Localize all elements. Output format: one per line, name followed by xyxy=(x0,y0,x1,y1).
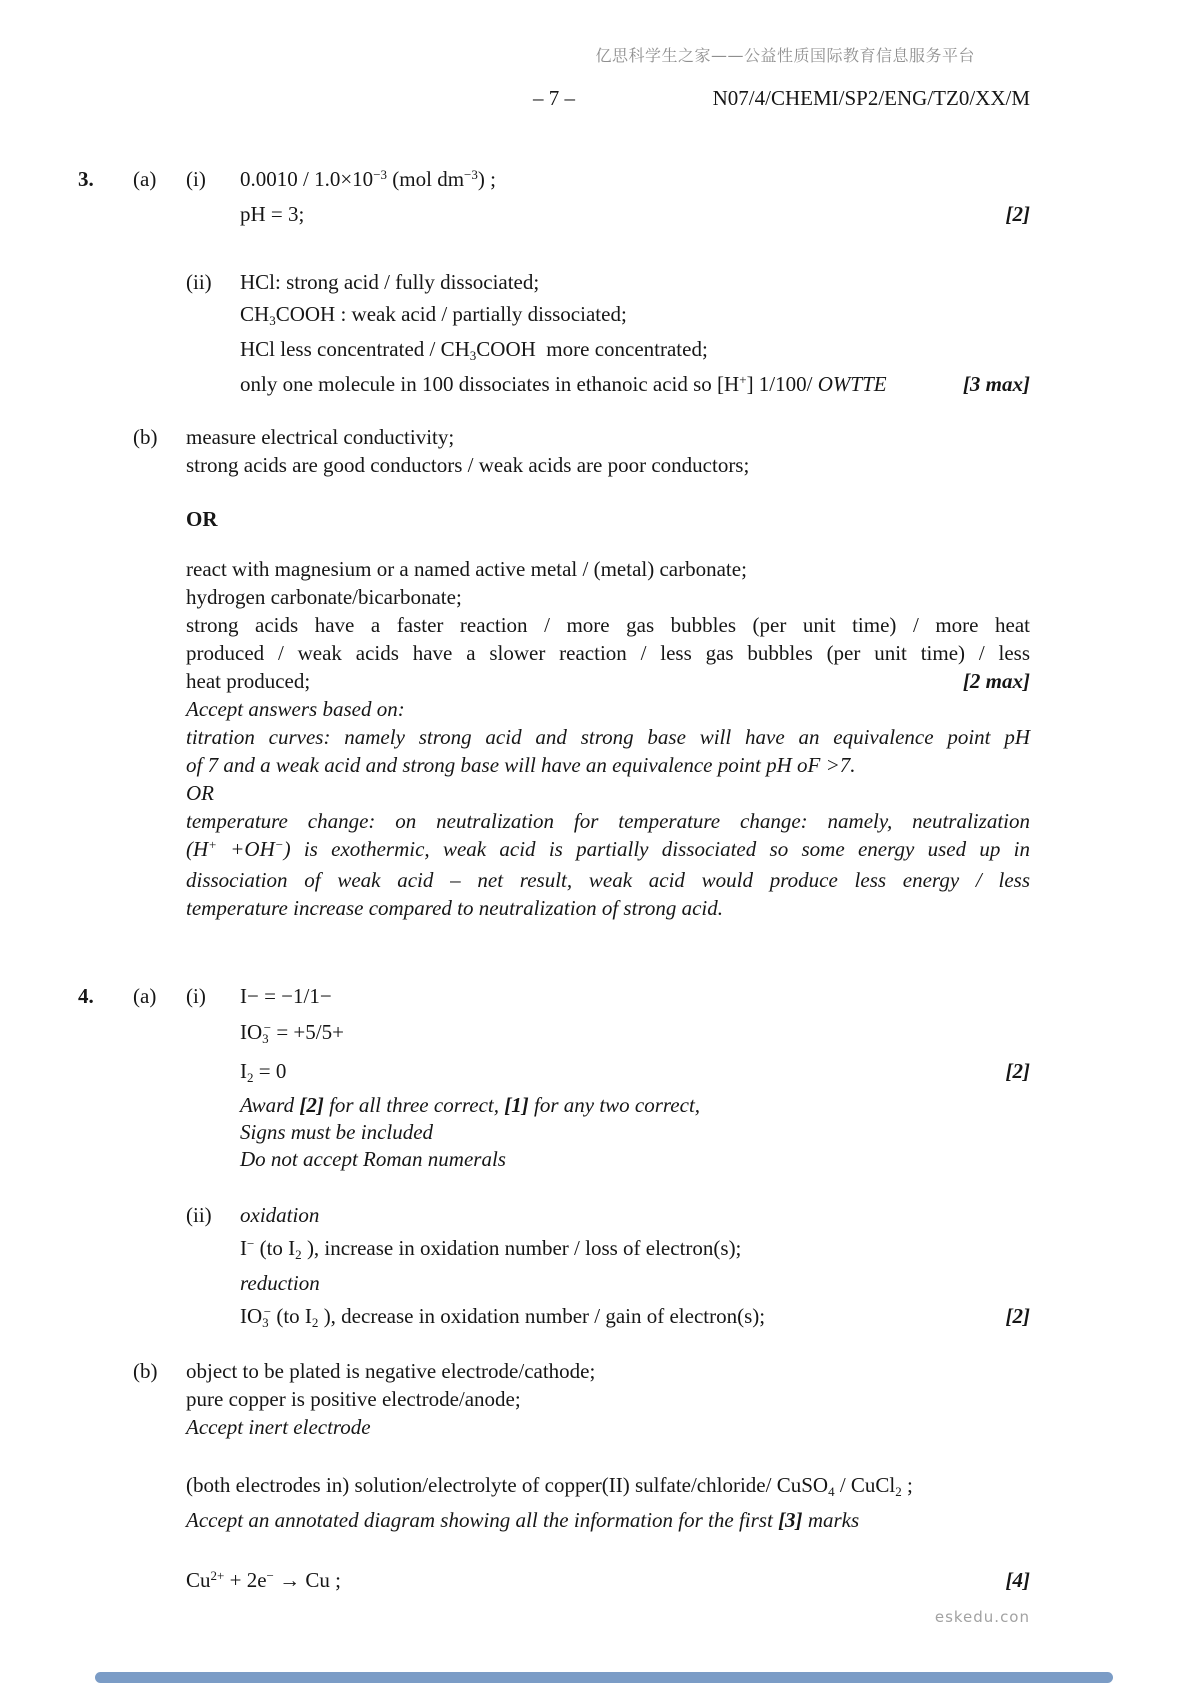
markscheme-row xyxy=(78,1014,1030,1053)
text-segment: heat produced; xyxy=(186,669,311,693)
text-segment: only one molecule in 100 dissociates in ethanoic acid so [H xyxy=(240,372,740,396)
part-label: (a) xyxy=(133,984,157,1008)
markscheme-text xyxy=(186,667,943,695)
text-segment: marks xyxy=(802,1508,860,1532)
markscheme-row xyxy=(78,1092,1030,1119)
text-segment: → Cu ; xyxy=(273,1568,341,1592)
text-segment: 3 xyxy=(269,312,276,328)
text-segment: +OH xyxy=(216,837,275,861)
text-segment: HCl less concentrated / CH xyxy=(240,337,470,361)
text-segment: + xyxy=(739,371,747,387)
text-segment: [2] xyxy=(299,1093,324,1117)
subpart-label: (i) xyxy=(186,167,206,191)
question-number: 3. xyxy=(78,167,94,191)
markscheme-row xyxy=(78,807,1030,835)
markscheme-text xyxy=(186,807,1030,835)
text-segment: Do not accept Roman numerals xyxy=(240,1147,506,1171)
markscheme-text xyxy=(186,1504,1030,1536)
part-label: (a) xyxy=(133,167,157,191)
markscheme-row xyxy=(78,1504,1030,1536)
markscheme-text xyxy=(240,368,943,403)
site-banner: 亿思科学生之家——公益性质国际教育信息服务平台 xyxy=(595,46,975,65)
text-segment: [3] xyxy=(778,1508,803,1532)
marks-badge: [4] xyxy=(1005,1568,1030,1592)
markscheme-row xyxy=(78,1357,1030,1385)
markscheme-row xyxy=(78,1564,1030,1599)
marks-badge: [2 max] xyxy=(962,669,1030,693)
markscheme-text xyxy=(240,978,1030,1014)
text-segment: Accept answers based on: xyxy=(186,697,405,721)
question-4a-ii-block xyxy=(78,1199,1030,1335)
marks-badge: [2] xyxy=(1005,1059,1030,1083)
marks-badge: [3 max] xyxy=(962,372,1030,396)
subpart-label: (ii) xyxy=(186,270,212,294)
markscheme-row xyxy=(78,1119,1030,1146)
markscheme-text xyxy=(186,866,1030,894)
markscheme-row xyxy=(78,667,1030,695)
question-4b-block xyxy=(78,1357,1030,1441)
markscheme-text xyxy=(240,1199,1030,1232)
text-segment: 3 xyxy=(262,1314,269,1330)
text-segment: of 7 and a weak acid and strong base will have an equivalence point pH oF >7. xyxy=(186,753,856,777)
text-segment: − xyxy=(263,1303,272,1319)
markscheme-text xyxy=(240,1300,986,1335)
text-segment: 3 xyxy=(262,1030,269,1046)
markscheme-text xyxy=(186,1413,1030,1441)
text-segment: (to I xyxy=(271,1304,312,1328)
markscheme-row xyxy=(78,1199,1030,1232)
part-label: (b) xyxy=(133,1359,158,1383)
markscheme-row xyxy=(78,1146,1030,1173)
text-segment: I xyxy=(240,1236,247,1260)
markscheme-row xyxy=(78,695,1030,723)
markscheme-row xyxy=(78,1267,1030,1300)
text-segment: 2 xyxy=(895,1483,902,1499)
markscheme-text xyxy=(240,1053,986,1092)
text-segment: [1] xyxy=(504,1093,529,1117)
markscheme-row xyxy=(78,1385,1030,1413)
text-segment: −3 xyxy=(373,166,388,182)
markscheme-text xyxy=(240,266,1030,298)
text-segment: 0.0010 / 1.0×10 xyxy=(240,167,374,191)
markscheme-row xyxy=(78,298,1030,333)
markscheme-text xyxy=(186,1564,986,1599)
markscheme-text xyxy=(240,1232,1030,1267)
text-segment: COOH : weak acid / partially dissociated; xyxy=(275,302,627,326)
markscheme-text xyxy=(186,639,1030,667)
markscheme-text xyxy=(186,779,1030,807)
question-3a-i-block xyxy=(78,163,1030,230)
text-segment: produced / weak acids have a slower reaction / less gas bubbles (per unit time) / less xyxy=(186,641,1030,665)
markscheme-row xyxy=(78,723,1030,751)
markscheme-text xyxy=(240,1014,1030,1053)
page-header xyxy=(78,85,1030,111)
markscheme-row xyxy=(78,368,1030,403)
question-4a-i-block xyxy=(78,978,1030,1092)
markscheme-text xyxy=(186,695,1030,723)
text-segment: OWTTE xyxy=(817,372,887,396)
text-segment: Signs must be included xyxy=(240,1120,434,1144)
text-segment: dissociation of weak acid – net result, weak acid would produce less energy / less xyxy=(186,868,1030,892)
markscheme-text xyxy=(186,423,1030,451)
text-segment: − xyxy=(247,1235,255,1251)
markscheme-text xyxy=(240,298,1030,333)
markscheme-text xyxy=(186,505,1030,533)
text-segment: 2+ xyxy=(210,1567,225,1583)
markscheme-row xyxy=(78,611,1030,639)
text-segment: measure electrical conductivity; xyxy=(186,425,455,449)
question-4b-electrolyte-block xyxy=(78,1469,1030,1536)
markscheme-text xyxy=(186,583,1030,611)
text-segment: − xyxy=(266,1567,274,1583)
markscheme-row xyxy=(78,779,1030,807)
text-segment: (mol dm xyxy=(387,167,465,191)
markscheme-text xyxy=(240,1092,1030,1119)
markscheme-text xyxy=(240,1267,1030,1300)
markscheme-row xyxy=(78,583,1030,611)
markscheme-row xyxy=(78,1300,1030,1335)
text-segment: I xyxy=(240,1059,247,1083)
markscheme-row xyxy=(78,1469,1030,1504)
markscheme-row xyxy=(78,198,1030,230)
text-segment: 2 xyxy=(311,1314,319,1330)
text-segment: 2 xyxy=(247,1069,254,1085)
page-number: – 7 – xyxy=(533,86,575,110)
text-segment: IO xyxy=(240,1304,263,1328)
markscheme-text xyxy=(186,723,1030,751)
markscheme-row xyxy=(78,639,1030,667)
text-segment: + xyxy=(208,836,217,852)
text-segment: − xyxy=(263,1019,272,1035)
markscheme-row xyxy=(78,451,1030,479)
markscheme-row xyxy=(78,1413,1030,1441)
horizontal-scrollbar[interactable] xyxy=(95,1672,1113,1683)
text-segment: ) is exothermic, weak acid is partially dissociated so some energy used up in xyxy=(283,837,1030,861)
text-segment: Accept inert electrode xyxy=(186,1415,371,1439)
markscheme-text xyxy=(186,751,1030,779)
text-segment: = +5/5+ xyxy=(271,1020,344,1044)
question-3b-block xyxy=(78,423,1030,479)
marks-badge: [2] xyxy=(1005,1304,1030,1328)
text-segment: Accept an annotated diagram showing all the information for the first xyxy=(186,1508,779,1532)
question-3b-or-block xyxy=(78,505,1030,533)
text-segment: strong acids have a faster reaction / more gas bubbles (per unit time) / more heat xyxy=(186,613,1030,637)
subpart-label: (i) xyxy=(186,984,206,1008)
markscheme-row xyxy=(78,894,1030,922)
watermark: eskedu.con xyxy=(934,1608,1030,1626)
text-segment: CH xyxy=(240,302,270,326)
markscheme-text xyxy=(240,163,1030,198)
markscheme-text xyxy=(240,1119,1030,1146)
text-segment: OR xyxy=(186,781,214,805)
text-segment: −3 xyxy=(464,166,478,182)
text-segment: ), increase in oxidation number / loss of electron(s); xyxy=(301,1236,742,1260)
text-segment: (both electrodes in) solution/electrolyte of copper(II) sulfate/chloride/ CuSO xyxy=(186,1473,829,1497)
markscheme-text xyxy=(186,451,1030,479)
text-segment: for all three correct, xyxy=(323,1093,505,1117)
text-segment: oxidation xyxy=(240,1203,320,1227)
text-segment: IO xyxy=(240,1020,263,1044)
markscheme-row xyxy=(78,423,1030,451)
markscheme-row xyxy=(78,751,1030,779)
text-segment: reduction xyxy=(240,1271,320,1295)
markscheme-text xyxy=(186,555,1030,583)
text-segment: ] 1/100/ xyxy=(746,372,818,396)
subpart-label: (ii) xyxy=(186,1203,212,1227)
text-segment: ; xyxy=(901,1473,913,1497)
question-4b-equation-block xyxy=(78,1564,1030,1599)
markscheme-text xyxy=(240,198,986,230)
markscheme-text xyxy=(186,1357,1030,1385)
markscheme-row xyxy=(78,163,1030,198)
text-segment: titration curves: namely strong acid and strong base will have an equivalence point pH xyxy=(186,725,1030,749)
text-segment: pH = 3; xyxy=(240,202,305,226)
text-segment: temperature change: on neutralization for temperature change: namely, neutralization xyxy=(186,809,1030,833)
markscheme-text xyxy=(186,835,1030,866)
text-segment: ) ; xyxy=(477,167,496,191)
text-segment: 4 xyxy=(828,1483,835,1499)
question-3b-alt-block xyxy=(78,555,1030,922)
text-segment: 2 xyxy=(295,1246,302,1262)
text-segment: = 0 xyxy=(253,1059,287,1083)
text-segment: hydrogen carbonate/bicarbonate; xyxy=(186,585,462,609)
text-segment: OR xyxy=(186,507,218,531)
question-4a-i-notes xyxy=(78,1092,1030,1173)
marks-badge: [2] xyxy=(1005,202,1030,226)
text-segment: strong acids are good conductors / weak acids are poor conductors; xyxy=(186,453,750,477)
markscheme-row xyxy=(78,1232,1030,1267)
text-segment: 3 xyxy=(469,347,477,363)
markscheme-text xyxy=(186,1469,1030,1504)
markscheme-text xyxy=(240,333,1030,368)
text-segment: − xyxy=(274,836,284,852)
paper-code: N07/4/CHEMI/SP2/ENG/TZ0/XX/M xyxy=(712,86,1030,110)
markscheme-text xyxy=(186,894,1030,922)
markscheme-row xyxy=(78,555,1030,583)
text-segment: I− = −1/1− xyxy=(240,984,332,1008)
document-body xyxy=(78,163,1030,1599)
text-segment: (H xyxy=(186,837,209,861)
markscheme-row xyxy=(78,505,1030,533)
text-segment: pure copper is positive electrode/anode; xyxy=(186,1387,521,1411)
text-segment: Cu xyxy=(186,1568,211,1592)
text-segment: (to I xyxy=(254,1236,296,1260)
part-label: (b) xyxy=(133,425,158,449)
text-segment: temperature increase compared to neutralization of strong acid. xyxy=(186,896,723,920)
text-segment: object to be plated is negative electrode/cathode; xyxy=(186,1359,596,1383)
markscheme-row xyxy=(78,835,1030,866)
markscheme-row xyxy=(78,266,1030,298)
text-segment: / CuCl xyxy=(834,1473,896,1497)
text-segment: react with magnesium or a named active metal / (metal) carbonate; xyxy=(186,557,747,581)
markscheme-row xyxy=(78,978,1030,1014)
text-segment: for any two correct, xyxy=(528,1093,701,1117)
text-segment: COOH more concentrated; xyxy=(476,337,708,361)
markscheme-text xyxy=(186,1385,1030,1413)
markscheme-text xyxy=(186,611,1030,639)
question-number: 4. xyxy=(78,984,94,1008)
text-segment: ), decrease in oxidation number / gain of electron(s); xyxy=(318,1304,766,1328)
text-segment: HCl: strong acid / fully dissociated; xyxy=(240,270,540,294)
markscheme-text xyxy=(240,1146,1030,1173)
text-segment: Award xyxy=(240,1093,300,1117)
question-3a-ii-block xyxy=(78,266,1030,403)
markscheme-row xyxy=(78,333,1030,368)
markscheme-row xyxy=(78,1053,1030,1092)
text-segment: + 2e xyxy=(224,1568,267,1592)
markscheme-row xyxy=(78,866,1030,894)
